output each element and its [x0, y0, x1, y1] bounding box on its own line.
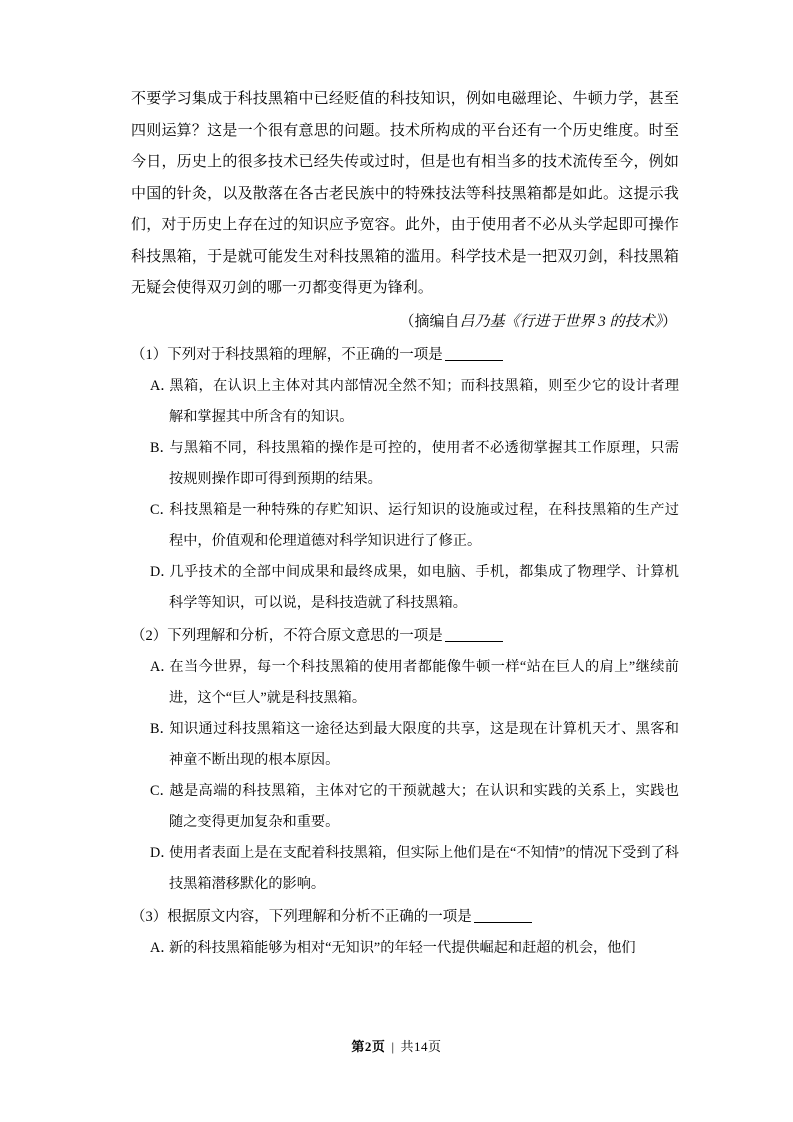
option-marker: A．: [150, 940, 175, 956]
option-marker: C．: [150, 502, 174, 518]
option-text: 知识通过科技黑箱这一途径达到最大限度的共享，这是现在计算机天才、黑客和神童不断出现的根本原因。: [169, 721, 679, 768]
option-text: 新的科技黑箱能够为相对“无知识”的年轻一代提供崛起和赶超的机会，他们: [169, 940, 636, 956]
source-suffix: ）: [661, 313, 677, 330]
source-attribution: [131, 307, 679, 339]
option-list-3: [131, 933, 679, 964]
option-marker: D．: [150, 564, 175, 580]
body-paragraph: 不要学习集成于科技黑箱中已经贬值的科技知识，例如电磁理论、牛顿力学，甚至四则运算？这是一个很有意思的问题。技术所构成的平台还有一个历史维度。时至今日，历史上的很多技术已经失传或过时，但是也有相当多的技术流传至今，例如中国的针灸，以及散落在各古老民族中的特殊技法等科技黑箱都是如此。这提示我们，对于历史上存在过的知识应予宽容。此外，由于使用者不必从头学起即可操作科技黑箱，于是就可能发生对科技黑箱的滥用。科学技术是一把双刃剑，科技黑箱无疑会使得双刃剑的哪一刃都变得更为锋利。: [131, 91, 679, 296]
source-title: 吕乃基《行进于世界 3 的技术》: [459, 313, 662, 330]
option-text: 在当今世界，每一个科技黑箱的使用者都能像牛顿一样“站在巨人的肩上”继续前进，这个“巨人”就是科技黑箱。: [169, 659, 679, 706]
option-marker: A．: [150, 659, 175, 675]
footer-separator: |: [391, 1039, 395, 1054]
option-marker: D．: [150, 845, 175, 861]
answer-blank-3[interactable]: [474, 922, 532, 923]
page-footer: [0, 1036, 793, 1055]
footer-total-pages: 共14页: [400, 1039, 442, 1054]
question-stem-1-text: （1）下列对于科技黑箱的理解，不正确的一项是: [131, 347, 443, 363]
footer-page-number: 第2页: [351, 1039, 386, 1054]
option-text: 几乎技术的全部中间成果和最终成果，如电脑、手机，都集成了物理学、计算机科学等知识，可以说，是科技造就了科技黑箱。: [169, 564, 679, 611]
answer-blank-2[interactable]: [445, 641, 503, 642]
page-content: [131, 84, 679, 964]
question-stem-3-text: （3）根据原文内容，下列理解和分析不正确的一项是: [131, 909, 472, 925]
option-text: 越是高端的科技黑箱，主体对它的干预就越大；在认识和实践的关系上，实践也随之变得更加复杂和重要。: [169, 783, 679, 830]
option-text: 科技黑箱是一种特殊的存贮知识、运行知识的设施或过程，在科技黑箱的生产过程中，价值观和伦理道德对科学知识进行了修正。: [169, 502, 679, 549]
question-stem-2: [131, 621, 679, 652]
question-stem-2-text: （2）下列理解和分析，不符合原文意思的一项是: [131, 628, 443, 644]
option-2b: [150, 714, 679, 776]
option-list-1: [131, 371, 679, 619]
option-text: 使用者表面上是在支配着科技黑箱，但实际上他们是在“不知情”的情况下受到了科技黑箱潜移默化的影响。: [169, 845, 679, 892]
option-1c: [150, 495, 679, 557]
option-marker: B．: [150, 440, 174, 456]
question-stem-3: [131, 902, 679, 933]
option-2c: [150, 776, 679, 838]
question-stem-1: [131, 340, 679, 371]
option-3a: [150, 933, 679, 964]
answer-blank-1[interactable]: [445, 360, 503, 361]
option-1d: [150, 557, 679, 619]
option-2d: [150, 838, 679, 900]
option-list-2: [131, 652, 679, 900]
option-marker: A．: [150, 378, 175, 394]
option-text: 黑箱，在认识上主体对其内部情况全然不知；而科技黑箱，则至少它的设计者理解和掌握其中所含有的知识。: [169, 378, 679, 425]
option-2a: [150, 652, 679, 714]
option-text: 与黑箱不同，科技黑箱的操作是可控的，使用者不必透彻掌握其工作原理，只需按规则操作即可得到预期的结果。: [169, 440, 679, 487]
source-prefix: （摘编自: [399, 313, 460, 330]
option-1a: [150, 371, 679, 433]
option-marker: B．: [150, 721, 174, 737]
option-marker: C．: [150, 783, 174, 799]
option-1b: [150, 433, 679, 495]
